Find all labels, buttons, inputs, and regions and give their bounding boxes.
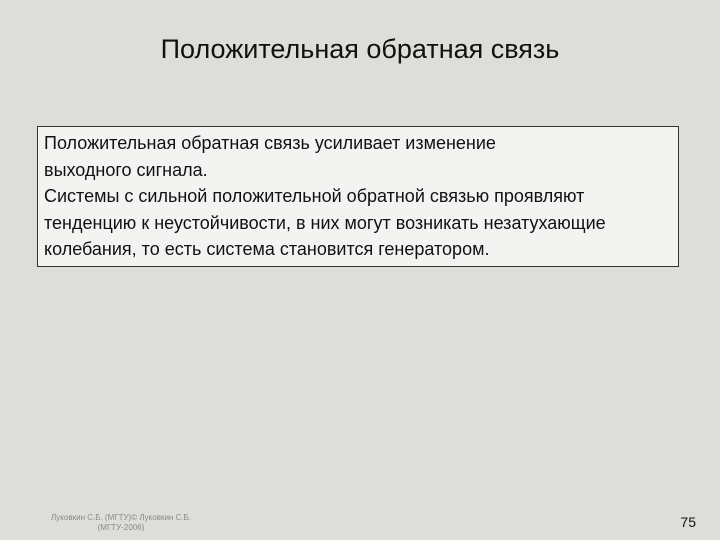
body-line: колебания, то есть система становится генератором. [44, 239, 490, 259]
slide-title: Положительная обратная связь [160, 34, 560, 64]
footer-credit [36, 513, 206, 533]
page-number: 75 [680, 514, 696, 530]
body-line: Системы с сильной положительной обратной связью проявляют [44, 186, 585, 206]
footer-line: Луковкин С.Б. (МГТУ)© Луковкин С.Б. [50, 513, 192, 522]
footer-line: (МГТУ-2006) [97, 523, 145, 532]
body-line: выходного сигнала. [44, 159, 208, 180]
body-line: тенденцию к неустойчивости, в них могут возникать незатухающие [44, 212, 606, 233]
body-line: Положительная обратная связь усиливает изменение [44, 133, 496, 153]
content-box [37, 126, 679, 267]
